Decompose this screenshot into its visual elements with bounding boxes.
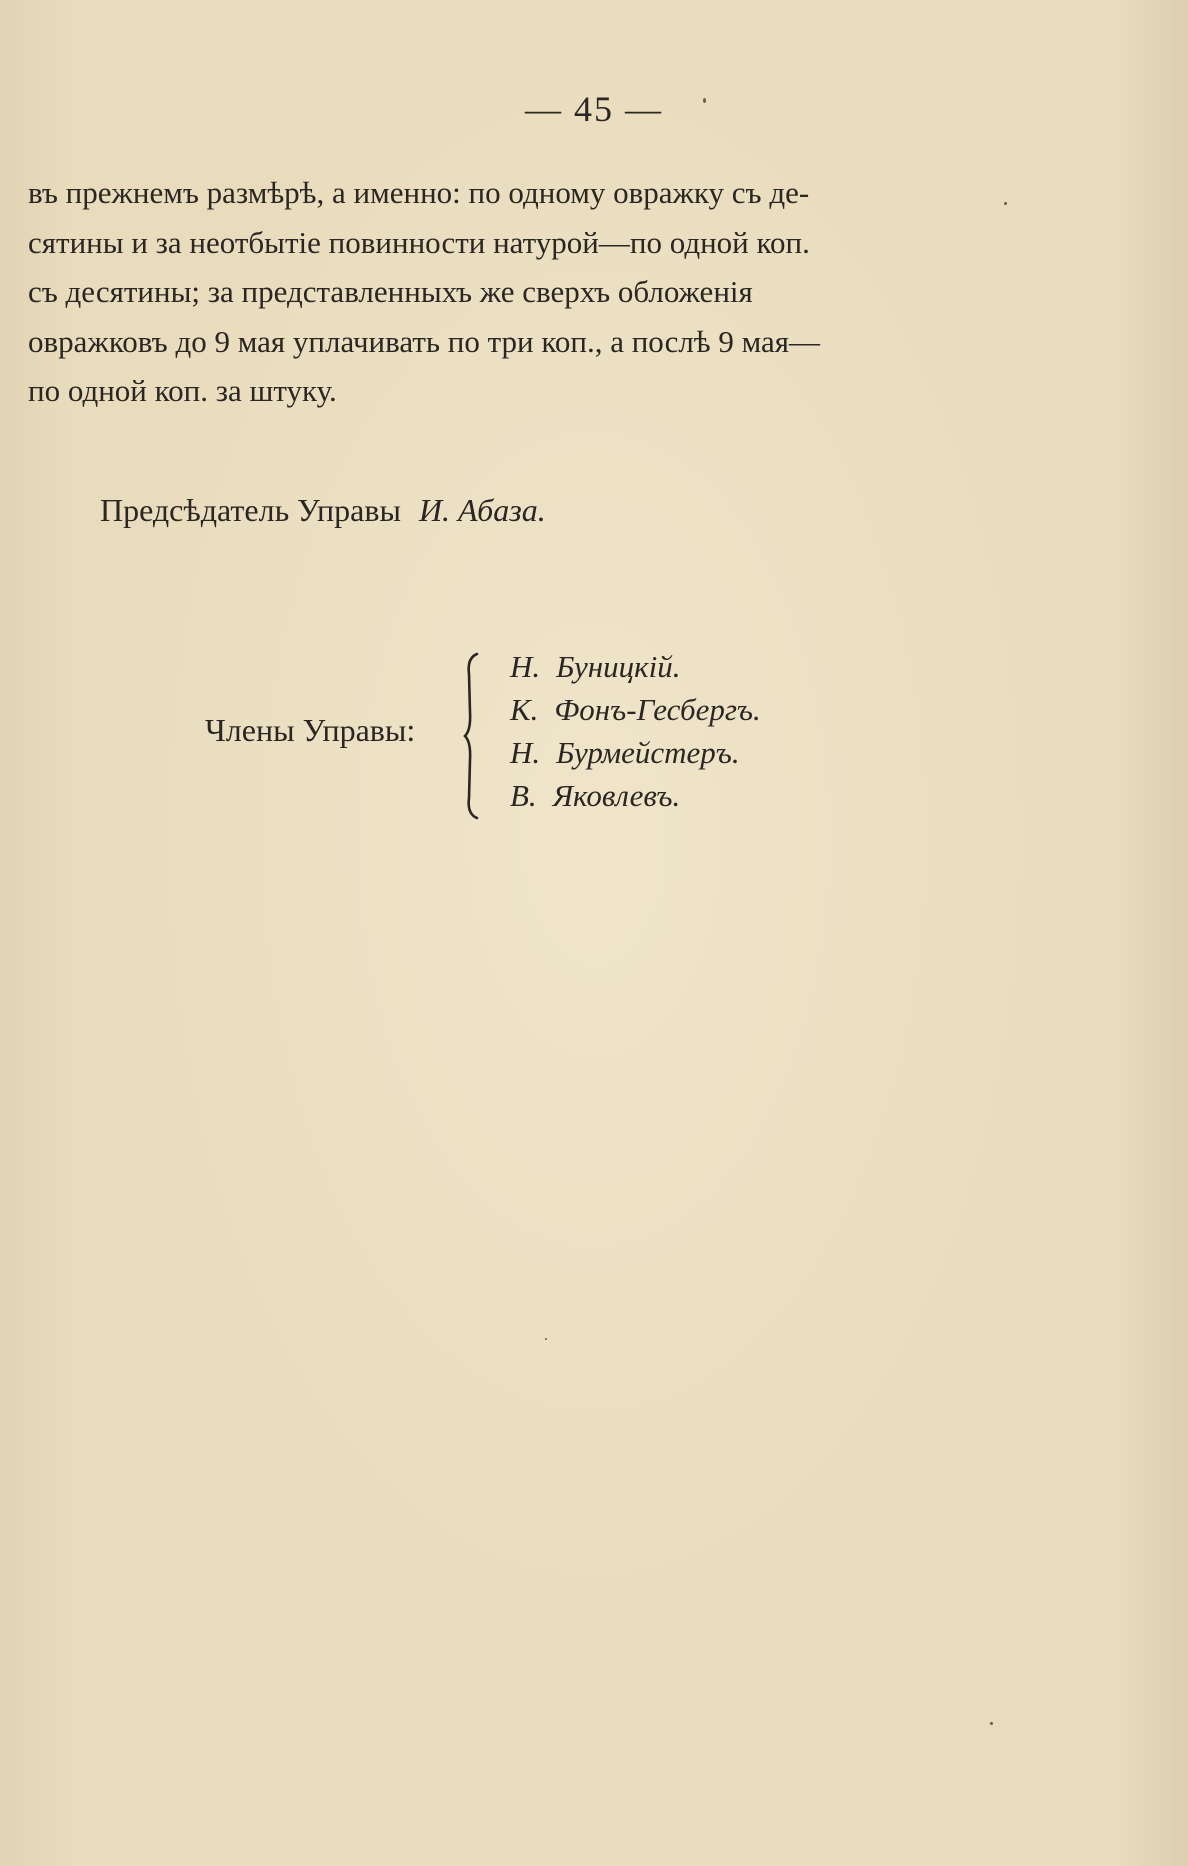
members-list bbox=[510, 645, 761, 817]
member-entry bbox=[510, 774, 761, 817]
paper-speck bbox=[545, 1338, 547, 1340]
chairman-signature bbox=[100, 492, 546, 529]
body-line: сятины и за неотбытіе повинности натурой—по одной коп. bbox=[28, 224, 810, 260]
paper-speck bbox=[1004, 202, 1007, 205]
body-paragraph bbox=[28, 168, 988, 416]
page-number: — 45 — bbox=[525, 89, 663, 129]
member-initial: В. bbox=[510, 778, 537, 813]
member-initial: К. bbox=[510, 692, 539, 727]
members-label: Члены Управы: bbox=[205, 712, 416, 748]
member-surname: Бурмейстеръ. bbox=[556, 735, 740, 770]
paper-speck bbox=[703, 98, 706, 103]
member-surname: Яковлевъ. bbox=[552, 778, 681, 813]
body-line: овражковъ до 9 мая уплачивать по три коп., а послѣ 9 мая— bbox=[28, 323, 821, 359]
chairman-name: И. Абаза. bbox=[418, 492, 546, 528]
member-entry bbox=[510, 731, 761, 774]
curly-brace-icon bbox=[463, 652, 497, 820]
member-initial: Н. bbox=[510, 649, 541, 684]
member-entry bbox=[510, 688, 761, 731]
chairman-label: Предсѣдатель Управы bbox=[100, 492, 401, 528]
body-line: по одной коп. за штуку. bbox=[28, 373, 337, 408]
member-surname: Фонъ-Гесбергъ. bbox=[554, 692, 761, 727]
member-entry bbox=[510, 645, 761, 688]
body-line: въ прежнемъ размѣрѣ, а именно: по одному овражку съ де- bbox=[28, 175, 810, 210]
paper-speck bbox=[990, 1722, 993, 1725]
member-surname: Буницкій. bbox=[556, 649, 681, 684]
member-initial: Н. bbox=[510, 735, 541, 770]
body-line: съ десятины; за представленныхъ же сверхъ обложенія bbox=[28, 274, 753, 309]
